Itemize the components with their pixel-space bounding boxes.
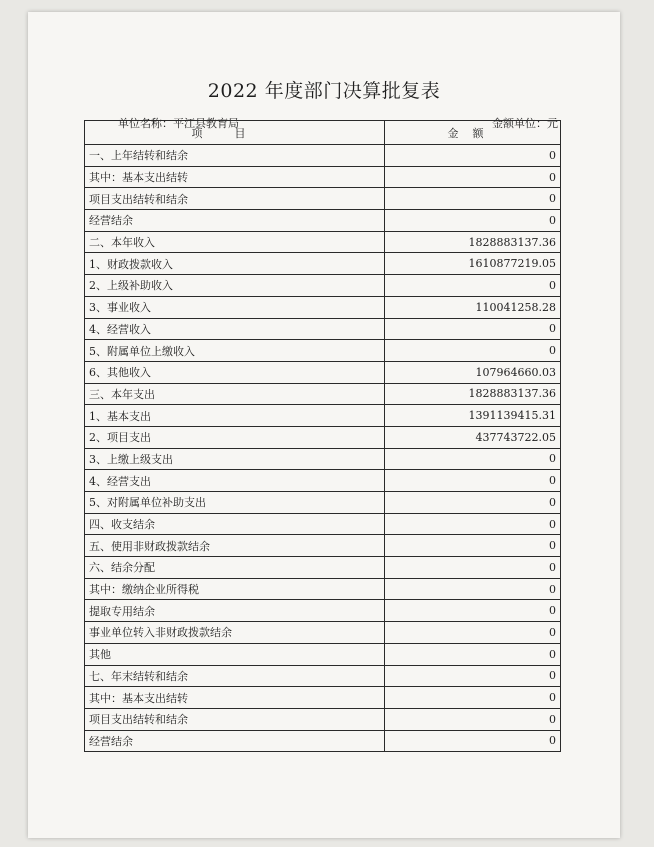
row-label: 六、结余分配 [85, 557, 385, 579]
table-row [85, 513, 561, 535]
table-row [85, 296, 561, 318]
row-amount: 0 [385, 275, 561, 297]
row-label: 四、收支结余 [85, 513, 385, 535]
row-label: 其中：基本支出结转 [85, 687, 385, 709]
table-row [85, 275, 561, 297]
budget-table [84, 120, 561, 752]
row-label: 二、本年收入 [85, 231, 385, 253]
row-amount: 0 [385, 166, 561, 188]
row-amount: 0 [385, 318, 561, 340]
table-row [85, 166, 561, 188]
row-amount: 0 [385, 622, 561, 644]
row-amount: 0 [385, 513, 561, 535]
row-amount: 0 [385, 600, 561, 622]
row-label: 4、经营支出 [85, 470, 385, 492]
row-amount: 0 [385, 687, 561, 709]
table-row [85, 708, 561, 730]
table-row [85, 665, 561, 687]
row-label: 5、附属单位上缴收入 [85, 340, 385, 362]
table-row [85, 361, 561, 383]
table-row [85, 448, 561, 470]
row-amount: 437743722.05 [385, 426, 561, 448]
table-row [85, 340, 561, 362]
table-row [85, 253, 561, 275]
row-amount: 1828883137.36 [385, 383, 561, 405]
header-amount: 金额 [385, 121, 561, 145]
row-label: 其中：缴纳企业所得税 [85, 578, 385, 600]
row-label: 3、事业收入 [85, 296, 385, 318]
row-amount: 0 [385, 492, 561, 514]
row-amount: 0 [385, 535, 561, 557]
row-amount: 1391139415.31 [385, 405, 561, 427]
table-row [85, 210, 561, 232]
row-label: 事业单位转入非财政拨款结余 [85, 622, 385, 644]
row-label: 4、经营收入 [85, 318, 385, 340]
table-header-row [85, 121, 561, 145]
table-row [85, 318, 561, 340]
row-label: 其他 [85, 643, 385, 665]
row-label: 1、基本支出 [85, 405, 385, 427]
row-label: 项目支出结转和结余 [85, 188, 385, 210]
row-amount: 0 [385, 210, 561, 232]
row-label: 2、上级补助收入 [85, 275, 385, 297]
row-label: 项目支出结转和结余 [85, 708, 385, 730]
row-label: 其中：基本支出结转 [85, 166, 385, 188]
row-amount: 0 [385, 188, 561, 210]
unit-name-label: 单位名称：平江县教育局 [118, 117, 239, 130]
row-amount: 0 [385, 145, 561, 167]
row-label: 七、年末结转和结余 [85, 665, 385, 687]
row-label: 五、使用非财政拨款结余 [85, 535, 385, 557]
row-label: 经营结余 [85, 210, 385, 232]
row-amount: 0 [385, 730, 561, 752]
row-label: 提取专用结余 [85, 600, 385, 622]
table-row [85, 470, 561, 492]
row-label: 3、上缴上级支出 [85, 448, 385, 470]
row-amount: 0 [385, 665, 561, 687]
row-label: 1、财政拨款收入 [85, 253, 385, 275]
row-label: 经营结余 [85, 730, 385, 752]
row-label: 一、上年结转和结余 [85, 145, 385, 167]
row-amount: 0 [385, 448, 561, 470]
table-row [85, 622, 561, 644]
row-amount: 1828883137.36 [385, 231, 561, 253]
row-label: 5、对附属单位补助支出 [85, 492, 385, 514]
header-item: 项目 [85, 121, 385, 145]
row-amount: 107964660.03 [385, 361, 561, 383]
row-amount: 1610877219.05 [385, 253, 561, 275]
table-row [85, 492, 561, 514]
row-amount: 0 [385, 708, 561, 730]
currency-unit-label: 金额单位：元 [492, 117, 558, 130]
table-row [85, 383, 561, 405]
row-amount: 0 [385, 340, 561, 362]
table-row [85, 578, 561, 600]
table-row [85, 687, 561, 709]
table-row [85, 188, 561, 210]
row-label: 2、项目支出 [85, 426, 385, 448]
row-label: 三、本年支出 [85, 383, 385, 405]
page-title: 2022 年度部门决算批复表 [207, 80, 441, 102]
row-amount: 0 [385, 470, 561, 492]
table-row [85, 231, 561, 253]
table-row [85, 535, 561, 557]
row-label: 6、其他收入 [85, 361, 385, 383]
table-row [85, 730, 561, 752]
table-row [85, 600, 561, 622]
table-row [85, 405, 561, 427]
table-row [85, 426, 561, 448]
table-row [85, 145, 561, 167]
table-row [85, 557, 561, 579]
row-amount: 0 [385, 578, 561, 600]
row-amount: 110041258.28 [385, 296, 561, 318]
table-body [85, 145, 561, 752]
table-row [85, 643, 561, 665]
row-amount: 0 [385, 643, 561, 665]
row-amount: 0 [385, 557, 561, 579]
